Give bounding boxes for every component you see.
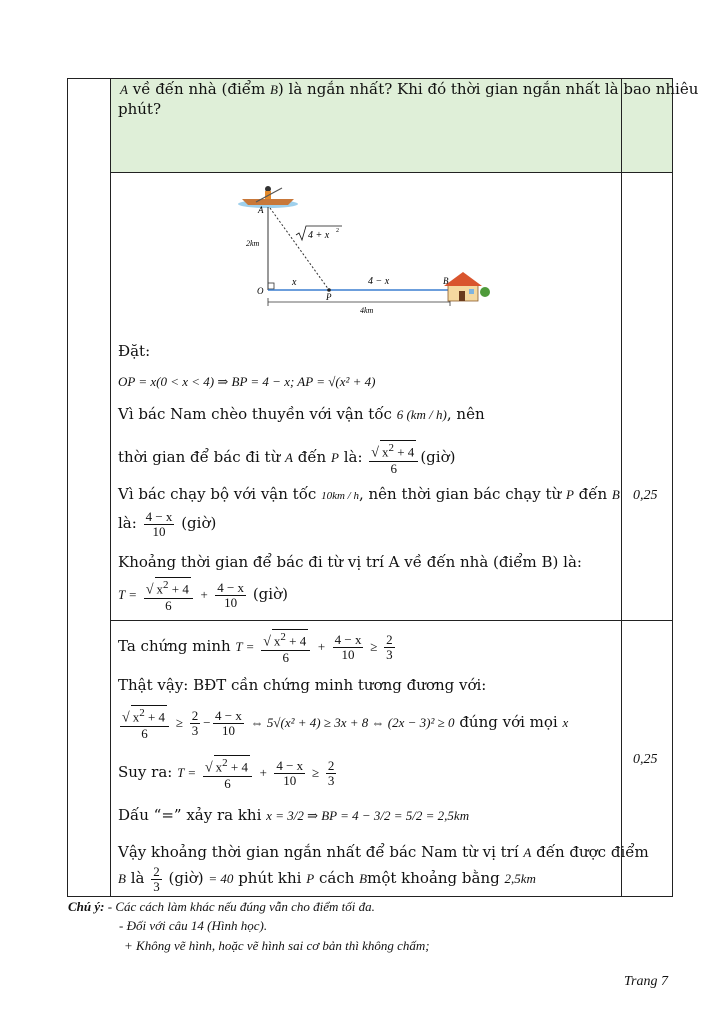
note-line-1: Chú ý: - Các cách làm khác nếu đúng vẫn cho điểm tối đa. bbox=[68, 899, 375, 914]
dau-bang-line: Dấu “=” xảy ra khi x = 3/2 ⇒ BP = 4 − 3/2 = 5/2 = 2,5km bbox=[118, 806, 470, 824]
label-A: A bbox=[258, 205, 264, 215]
table-border-right bbox=[672, 78, 673, 896]
time-boat-line: thời gian để bác đi từ A đến P là: $\frac{√ x^2 + 4}{6}$ (giờ) bbox=[118, 442, 456, 476]
label-4-minus-x: 4 − x bbox=[368, 276, 390, 287]
inequality-line: $\frac{√ x^2 + 4}{6}$ ≥ $\frac{2}{3}$ − $\frac{4 - x}{10}$ ⇔ 5√(x² + 4) ≥ 3x + 8 ⇔ (2x − 3)² ≥ 0 đúng với mọi x bbox=[122, 707, 569, 741]
prove-line: Ta chứng minh T = $\frac{√ x^2 + 4}{6}$ + $\frac{4 - x}{10}$ ≥ $\frac{2}{3}$ bbox=[118, 631, 393, 665]
table-col-divider-2 bbox=[621, 78, 622, 896]
speed-boat-line: Vì bác Nam chèo thuyền với vận tốc 6 (km / h), nên bbox=[118, 405, 485, 423]
fraction-boat-time: $\frac{√ x^2 + 4}{6}$ bbox=[369, 440, 418, 475]
question-line-2: phút? bbox=[118, 100, 161, 118]
bdt-line: Thật vậy: BĐT cần chứng minh tương đương với: bbox=[118, 676, 487, 694]
label-x: x bbox=[292, 277, 297, 288]
vay-line-2: B là $\frac{2}{3}$ (giờ) = 40 phút khi P cách Bmột khoảng bằng 2,5km bbox=[118, 863, 536, 894]
table-row-divider-1 bbox=[110, 172, 673, 173]
dat-label: Đặt: bbox=[118, 342, 151, 360]
page-number: Trang 7 bbox=[624, 974, 668, 989]
question-line-1: A về đến nhà (điểm B) là ngắn nhất? Khi đó thời gian ngắn nhất là bao nhiêu bbox=[120, 80, 699, 98]
table-col-divider-1 bbox=[110, 78, 111, 896]
segment-AP bbox=[270, 208, 329, 290]
label-B: B bbox=[443, 276, 449, 286]
total-time-line: Khoảng thời gian để bác đi từ vị trí A về đến nhà (điểm B) là: bbox=[118, 553, 582, 571]
label-sqrt-exp: 2 bbox=[336, 228, 339, 234]
fraction-run-time: $\frac{4 - x}{10}$ bbox=[145, 508, 173, 539]
run-time-line: là: $\frac{4 - x}{10}$ (giờ) bbox=[118, 508, 217, 539]
score-2: 0,25 bbox=[633, 752, 658, 767]
label-2km: 2km bbox=[246, 239, 260, 248]
label-P: P bbox=[326, 292, 332, 302]
total-formula: T = $\frac{√ x^2 + 4}{6}$ + $\frac{4 - x}{10}$ (giờ) bbox=[118, 579, 288, 613]
table-border-left bbox=[67, 78, 68, 896]
score-1: 0,25 bbox=[633, 488, 658, 503]
note-line-3: + Không vẽ hình, hoặc vẽ hình sai cơ bản thì không chấm; bbox=[124, 938, 430, 953]
house-window bbox=[469, 289, 474, 294]
house-roof bbox=[444, 272, 482, 286]
right-angle-mark bbox=[268, 283, 274, 289]
note-line-2: - Đối với câu 14 (Hình học). bbox=[119, 918, 268, 933]
geometry-figure bbox=[230, 182, 495, 317]
tree bbox=[480, 287, 490, 297]
table-row-divider-2 bbox=[110, 620, 673, 621]
boat-shape bbox=[242, 199, 294, 205]
house-door bbox=[459, 291, 465, 301]
suy-ra-line: Suy ra: T = $\frac{√ x^2 + 4}{6}$ + $\frac{4 - x}{10}$ ≥ $\frac{2}{3}$ bbox=[118, 757, 335, 791]
label-sqrt: 4 + x bbox=[308, 230, 330, 241]
label-O: O bbox=[257, 286, 264, 296]
op-line: OP = x(0 < x < 4) ⇒ BP = 4 − x; AP = √(x² + 4) bbox=[118, 374, 376, 389]
vay-line-1: Vậy khoảng thời gian ngắn nhất để bác Nam từ vị trí A đến được điểm bbox=[118, 843, 649, 861]
label-4km: 4km bbox=[360, 306, 374, 315]
speed-run-line: Vì bác chạy bộ với vận tốc 10km / h, nên thời gian bác chạy từ P đến B bbox=[118, 485, 620, 503]
